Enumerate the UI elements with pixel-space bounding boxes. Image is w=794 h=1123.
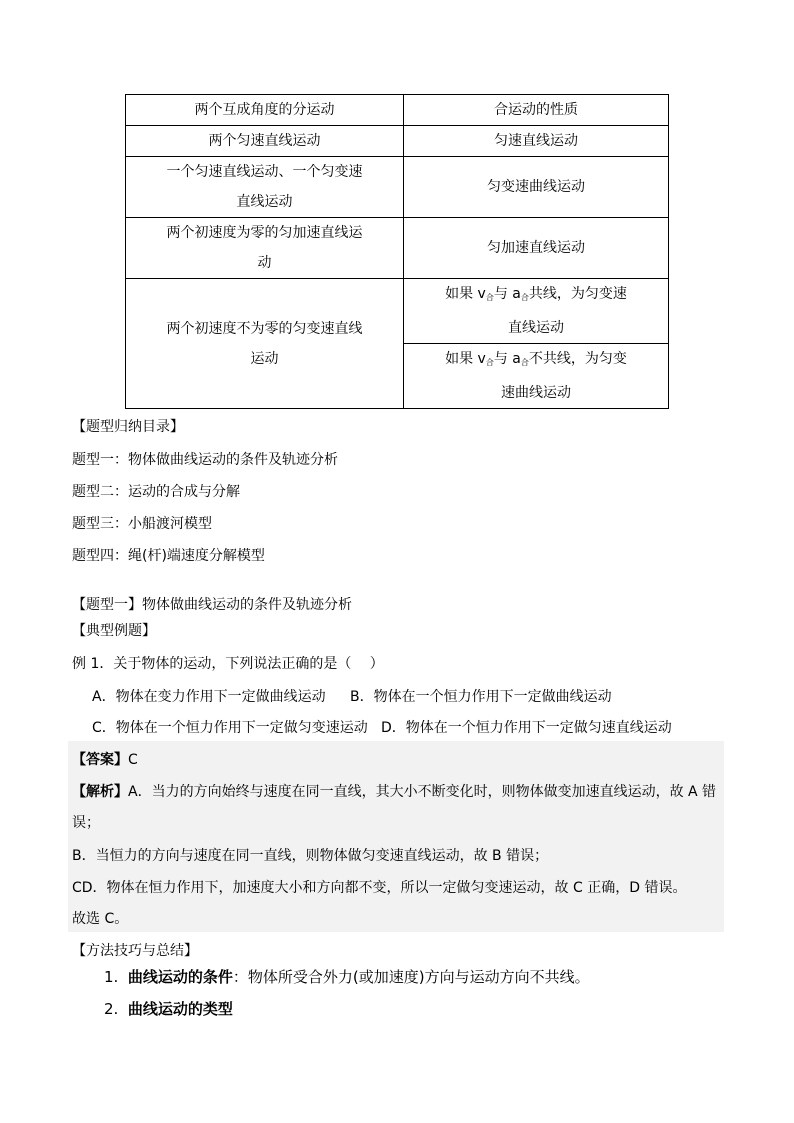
header-cell-components: 两个互成角度的分运动 [126,95,404,126]
method-heading: 【方法技巧与总结】 [72,943,198,959]
option-b: B．物体在一个恒力作用下一定做曲线运动 [350,689,612,705]
table-cell [126,157,404,218]
table-row [126,126,669,157]
method-point: 1. 曲线运动的条件：物体所受合外力(或加速度)方向与运动方向不共线。 [104,968,590,986]
catalog-item: 题型一：物体做曲线运动的条件及轨迹分析 [72,452,338,468]
analysis-line: 误； [72,815,100,831]
table-cell [404,279,669,344]
catalog-item: 题型四：绳(杆)端速度分解模型 [72,548,265,564]
table-row [126,279,669,344]
table-cell: 两个匀速直线运动 [126,126,404,157]
table-header-row [126,95,669,126]
table-cell: 匀速直线运动 [404,126,669,157]
catalog-heading: 【题型归纳目录】 [72,419,184,435]
method-point: 2. 曲线运动的类型 [104,1000,233,1018]
table-cell [404,344,669,409]
cell-line: 运动 [250,350,279,367]
cell-line: 速曲线运动 [501,385,571,401]
answer-line [72,749,138,769]
analysis-label: 【解析】 [72,784,128,800]
analysis-line: 【解析】A．当力的方向始终与速度在同一直线，其大小不断变化时，则物体做变加速直线运动，故 A 错 [72,784,717,800]
catalog-item: 题型二：运动的合成与分解 [72,484,240,500]
table-cell [126,218,404,279]
header-cell-resultant: 合运动的性质 [404,95,669,126]
cell-line: 两个初速度为零的匀加速直线运 [166,225,363,241]
catalog-item: 题型三：小船渡河模型 [72,516,212,532]
cell-line: 如果 $v_合$与 $a_合$不共线，为匀变 [445,351,627,367]
option-c: C．物体在一个恒力作用下一定做匀变速运动 [92,720,368,736]
cell-line: 一个匀速直线运动、一个匀变速 [166,164,363,180]
answer-label: 【答案】 [72,752,128,768]
answer-value: C [128,752,138,768]
table-cell [126,279,404,409]
cell-line: 动 [257,255,272,271]
table-cell: 匀加速直线运动 [404,218,669,279]
analysis-line: CD．物体在恒力作用下，加速度大小和方向都不变，所以一定做匀变速运动，故 C 正确，D 错误。 [72,880,687,896]
analysis-line: 故选 C。 [72,911,129,927]
examples-heading: 【典型例题】 [72,623,156,639]
cell-line: 如果 $v_合$与 $a_合$共线，为匀变速 [445,286,627,302]
answer-block [68,741,724,932]
section-heading: 【题型一】物体做曲线运动的条件及轨迹分析 [72,597,352,613]
table-cell: 匀变速曲线运动 [404,157,669,218]
option-d: D．物体在一个恒力作用下一定做匀速直线运动 [381,720,672,736]
question-text: 例 1．关于物体的运动，下列说法正确的是（ ） [72,656,384,672]
table-row [126,218,669,279]
table-row [126,157,669,218]
analysis-line: B．当恒力的方向与速度在同一直线，则物体做匀变速直线运动，故 B 错误； [72,848,549,864]
cell-line: 直线运动 [508,320,564,336]
option-a: A．物体在变力作用下一定做曲线运动 [92,689,326,705]
cell-line: 直线运动 [236,194,293,210]
cell-line: 两个初速度不为零的匀变速直线 [166,320,363,337]
motion-summary-table [125,94,669,409]
